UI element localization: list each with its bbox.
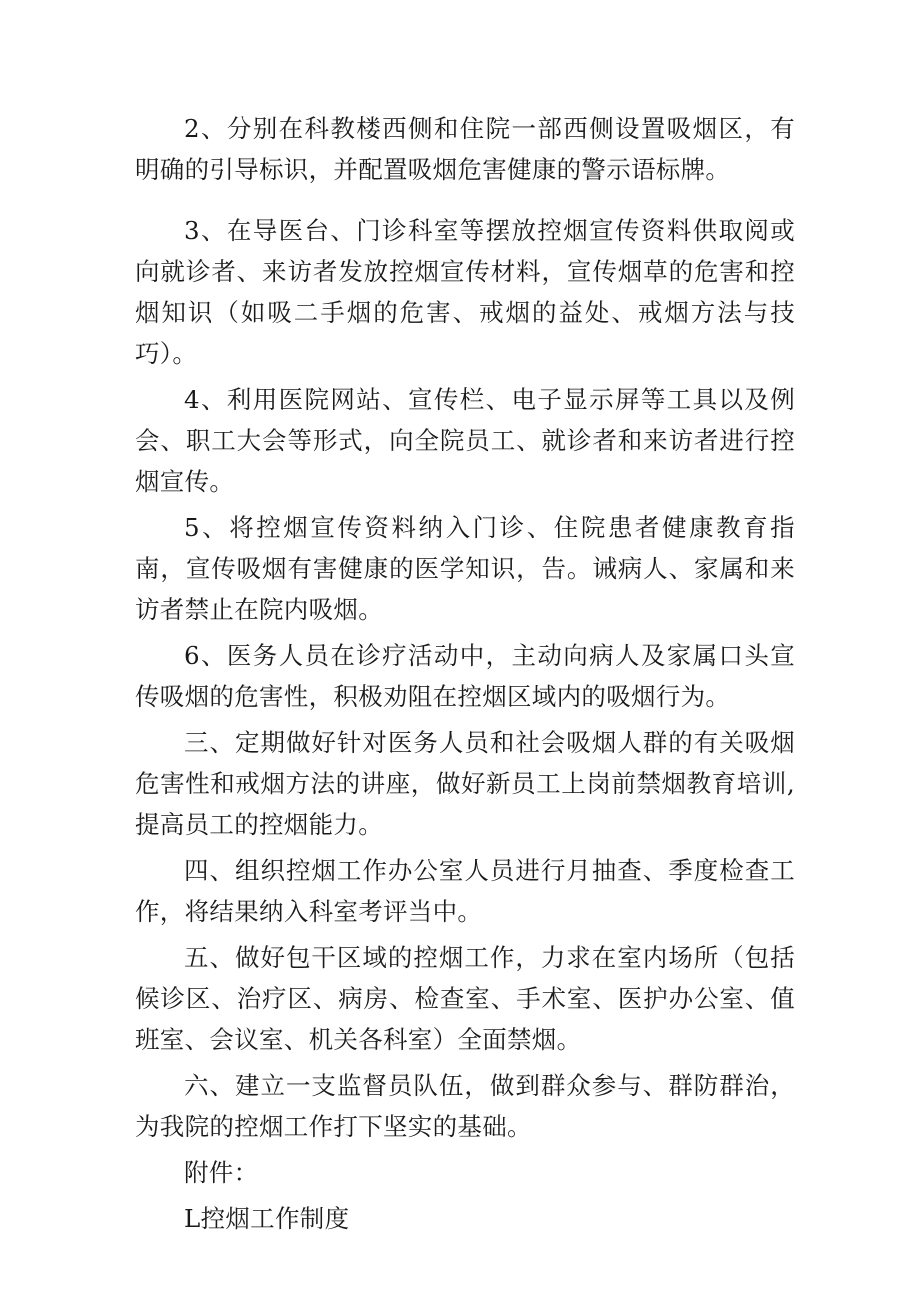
paragraph-item-3: 3、在导医台、门诊科室等摆放控烟宣传资料供取阅或向就诊者、来访者发放控烟宣传材料，宣传烟草的危害和控烟知识（如吸二手烟的危害、戒烟的益处、戒烟方法与技巧）。 [135,216,795,368]
paragraph-item-4: 4、利用医院网站、宣传栏、电子显示屏等工具以及例会、职工大会等形式，向全院员工、就诊者和来访者进行控烟宣传。 [135,385,795,496]
paragraph-section-5: 五、做好包干区域的控烟工作，力求在室内场所（包括候诊区、治疗区、病房、检查室、手术室、医护办公室、值班室、会议室、机关各科室）全面禁烟。 [135,943,795,1054]
paragraph-item-6: 6、医务人员在诊疗活动中，主动向病人及家属口头宣传吸烟的危害性，积极劝阻在控烟区域内的吸烟行为。 [135,641,795,711]
paragraph-section-4: 四、组织控烟工作办公室人员进行月抽查、季度检查工作，将结果纳入科室考评当中。 [135,856,795,926]
attachment-heading: 附件： [184,1158,259,1187]
paragraph-item-2: 2、分别在科教楼西侧和住院一部西侧设置吸烟区，有明确的引导标识，并配置吸烟危害健康的警示语标牌。 [135,114,795,184]
paragraph-item-5: 5、将控烟宣传资料纳入门诊、住院患者健康教育指南，宣传吸烟有害健康的医学知识，告。诫病人、家属和来访者禁止在院内吸烟。 [135,513,795,624]
paragraph-section-6: 六、建立一支监督员队伍，做到群众参与、群防群治，为我院的控烟工作打下坚实的基础。 [135,1071,795,1141]
paragraph-section-3: 三、定期做好针对医务人员和社会吸烟人群的有关吸烟危害性和戒烟方法的讲座，做好新员工上岗前禁烟教育培训,提高员工的控烟能力。 [135,728,795,839]
attachment-item: L控烟工作制度 [184,1204,350,1233]
document-body [135,108,795,1244]
